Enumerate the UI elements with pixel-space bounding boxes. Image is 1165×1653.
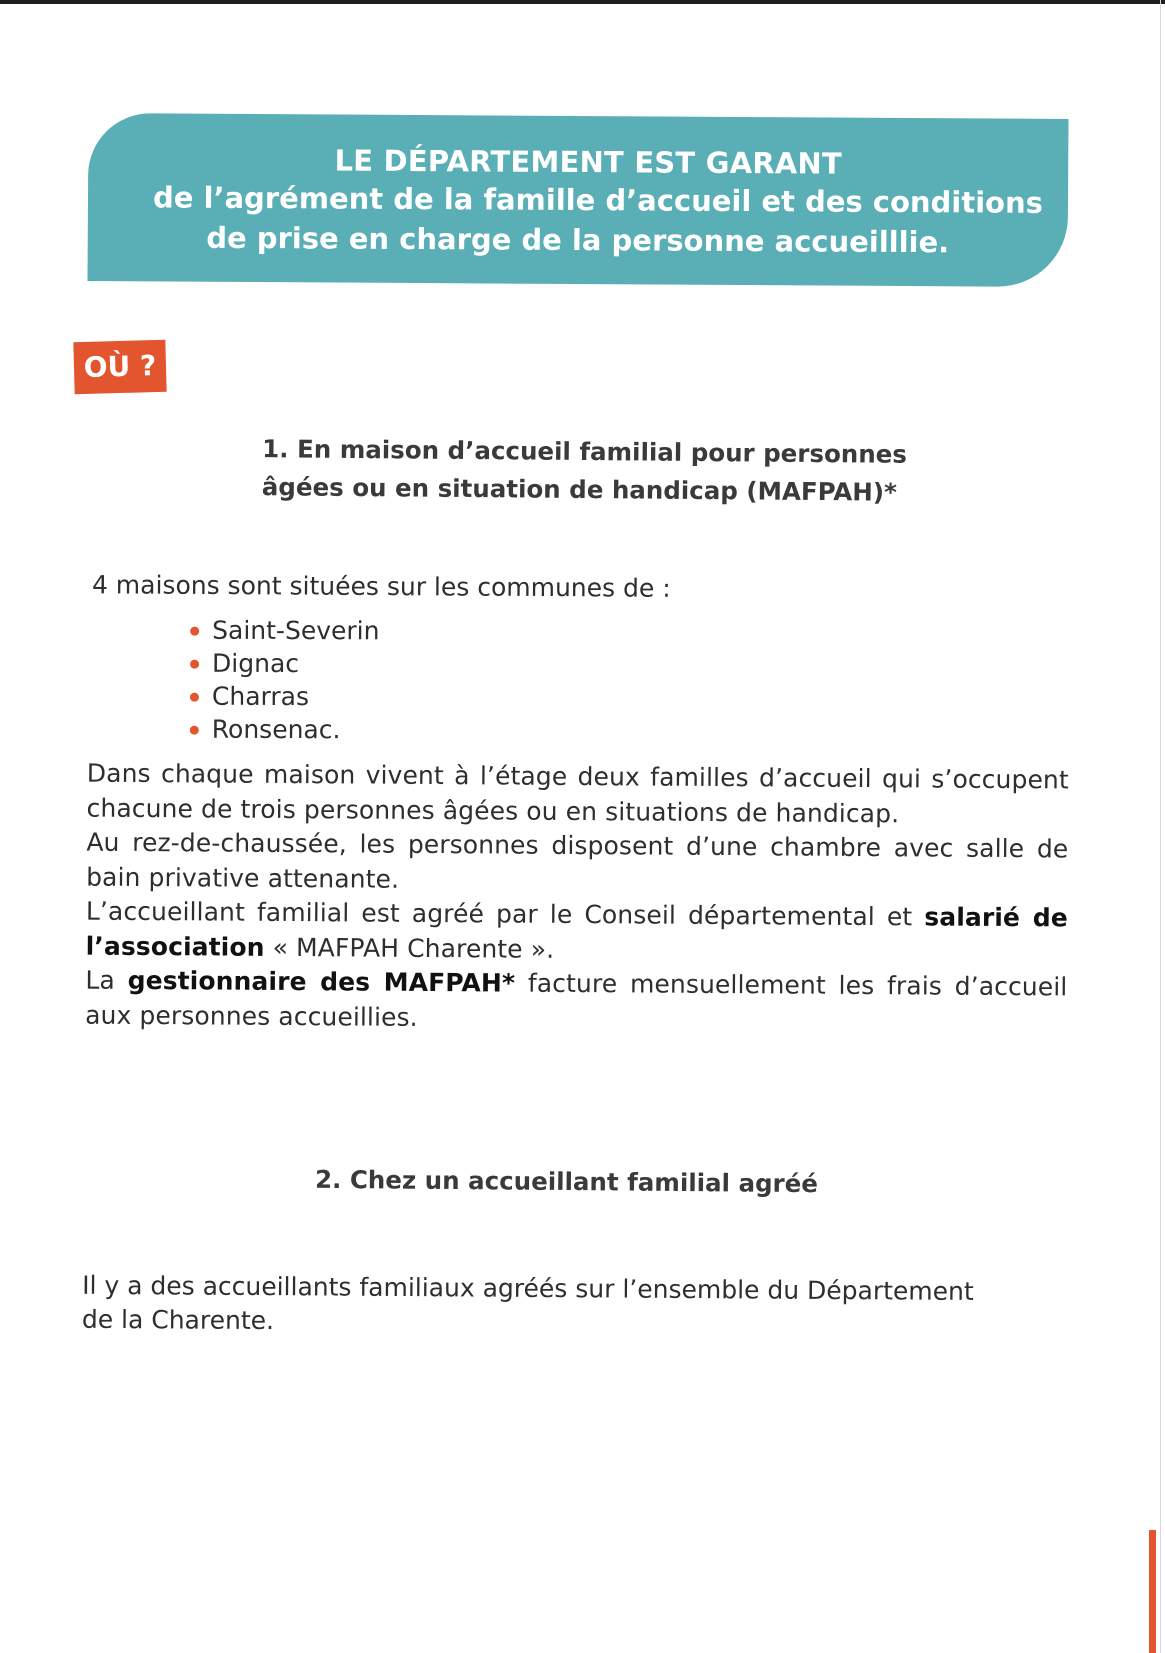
commune-name: Ronsenac. [211,714,341,745]
paragraph-billing-end: facture mensuellement les frais d’accueil aux personnes accueillies. [85,968,1068,1032]
paragraph-billing-bold: gestionnaire des MAFPAH* [127,965,516,998]
paragraph-billing [85,964,1067,1040]
section-2-body: Il y a des accueillants familiaux agréés sur l’ensemble du Département de la Charente. [81,1270,974,1336]
banner-title: LE DÉPARTEMENT EST GARANT [334,143,843,181]
list-item [190,647,379,681]
communes-list [190,614,380,747]
commune-name: Charras [211,681,310,712]
bullet-dot-icon [190,627,199,636]
commune-name: Saint-Severin [212,615,380,646]
paragraph-agreement-end: « MAFPAH Charente ». [264,932,555,964]
list-item [190,614,379,648]
section-2-heading: 2. Chez un accueillant familial agréé [314,1164,819,1199]
section-1-body [85,757,1069,1040]
section-1-heading-line-1: 1. En maison d’accueil familial pour personnes [262,434,908,469]
communes-intro: 4 maisons sont situées sur les communes de : [91,570,671,603]
bullet-dot-icon [190,726,199,735]
banner-line-1: de l’agrément de la famille d’accueil et des conditions [152,180,1044,220]
bullet-dot-icon [190,693,199,702]
paragraph-agreement-bold: salarié de l’association [85,902,1068,962]
page-edge-line [1160,0,1161,1653]
paragraph-floors: Dans chaque maison vivent à l’étage deux familles d’accueil qui s’occupent chacune de trois personnes âgées ou en situations de handicap. [86,758,1069,828]
bullet-dot-icon [190,660,199,669]
list-item [190,713,379,747]
where-badge: OÙ ? [73,340,166,394]
paragraph-agreement [86,895,1068,971]
banner-line-2: de prise en charge de la personne accueilllie. [206,220,950,260]
section-1-heading [262,430,907,512]
page-edge-accent [1149,1530,1156,1653]
paragraph-ground-floor: Au rez-de-chaussée, les personnes disposent d’une chambre avec salle de bain privative attenante. [86,827,1069,894]
paragraph-agreement-start: L’accueillant familial est agréé par le Conseil départemental et [85,896,925,932]
list-item [190,680,379,714]
paragraph-billing-start: La [85,965,128,995]
commune-name: Dignac [212,648,300,679]
section-1-heading-line-2: âgées ou en situation de handicap (MAFPAH)* [261,472,897,507]
top-border-line [0,0,1165,4]
header-banner [87,113,1068,287]
